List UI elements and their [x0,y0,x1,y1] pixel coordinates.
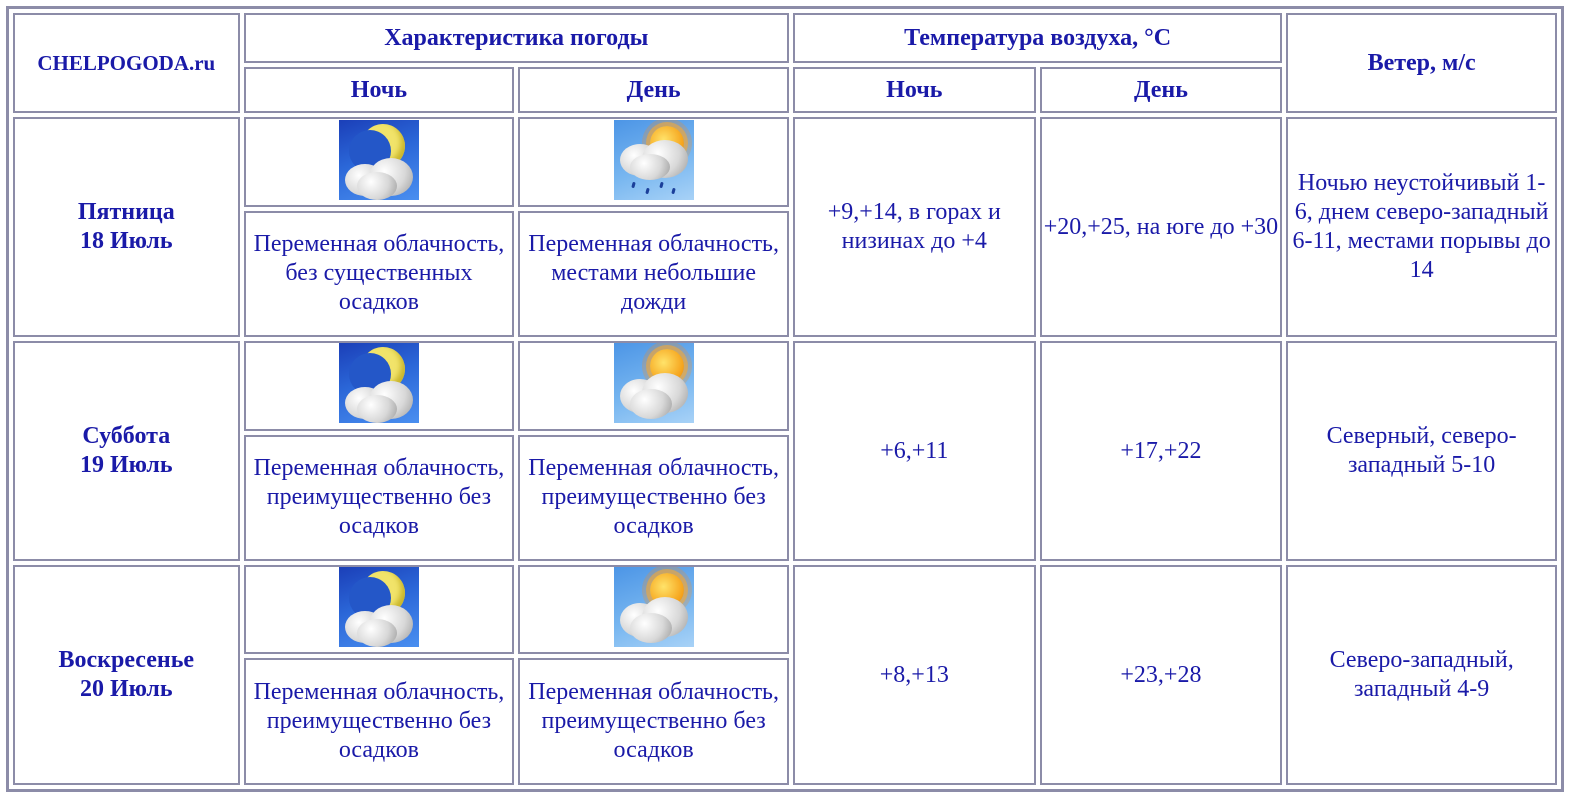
sun-clouds-icon [614,567,694,647]
night-icon-cell [244,565,515,654]
day-name: Воскресенье [58,647,195,674]
day-icon-cell [518,117,789,206]
site-name: CHELPOGODA.ru [13,13,240,113]
temp-night: +8,+13 [793,565,1036,785]
header-temp-day: День [1040,67,1283,113]
day-date: 19 Июль [80,452,173,479]
day-desc: Переменная облачность, преимущественно без осадков [518,435,789,562]
header-char-night: Ночь [244,67,515,113]
night-icon-cell [244,117,515,206]
night-desc: Переменная облачность, преимущественно без осадков [244,658,515,785]
row-day-cell [13,565,240,785]
forecast-table [9,9,1561,789]
day-desc: Переменная облачность, местами небольшие дожди [518,211,789,338]
night-icon-cell [244,341,515,430]
temp-day: +23,+28 [1040,565,1283,785]
header-air-temp: Температура воздуха, °С [793,13,1282,63]
day-icon-cell [518,565,789,654]
forecast-frame [6,6,1564,792]
temp-night: +6,+11 [793,341,1036,561]
header-wind: Ветер, м/с [1286,13,1557,113]
night-desc: Переменная облачность, преимущественно без осадков [244,435,515,562]
sun-clouds-rain-icon [614,120,694,200]
header-char-day: День [518,67,789,113]
sun-clouds-icon [614,343,694,423]
temp-night: +9,+14, в горах и низинах до +4 [793,117,1036,337]
temp-day: +20,+25, на юге до +30 [1040,117,1283,337]
moon-clouds-icon [339,120,419,200]
row-day-cell [13,117,240,337]
day-desc: Переменная облачность, преимущественно без осадков [518,658,789,785]
day-date: 18 Июль [80,228,173,255]
wind-desc: Северный, северо-западный 5-10 [1286,341,1557,561]
header-weather-char: Характеристика погоды [244,13,789,63]
day-date: 20 Июль [80,676,173,703]
wind-desc: Ночью неустойчивый 1-6, днем северо-западный 6-11, местами порывы до 14 [1286,117,1557,337]
temp-day: +17,+22 [1040,341,1283,561]
row-day-cell [13,341,240,561]
moon-clouds-icon [339,343,419,423]
night-desc: Переменная облачность, без существенных осадков [244,211,515,338]
day-name: Суббота [82,423,171,450]
header-temp-night: Ночь [793,67,1036,113]
day-name: Пятница [77,199,175,226]
day-icon-cell [518,341,789,430]
moon-clouds-icon [339,567,419,647]
wind-desc: Северо-западный, западный 4-9 [1286,565,1557,785]
